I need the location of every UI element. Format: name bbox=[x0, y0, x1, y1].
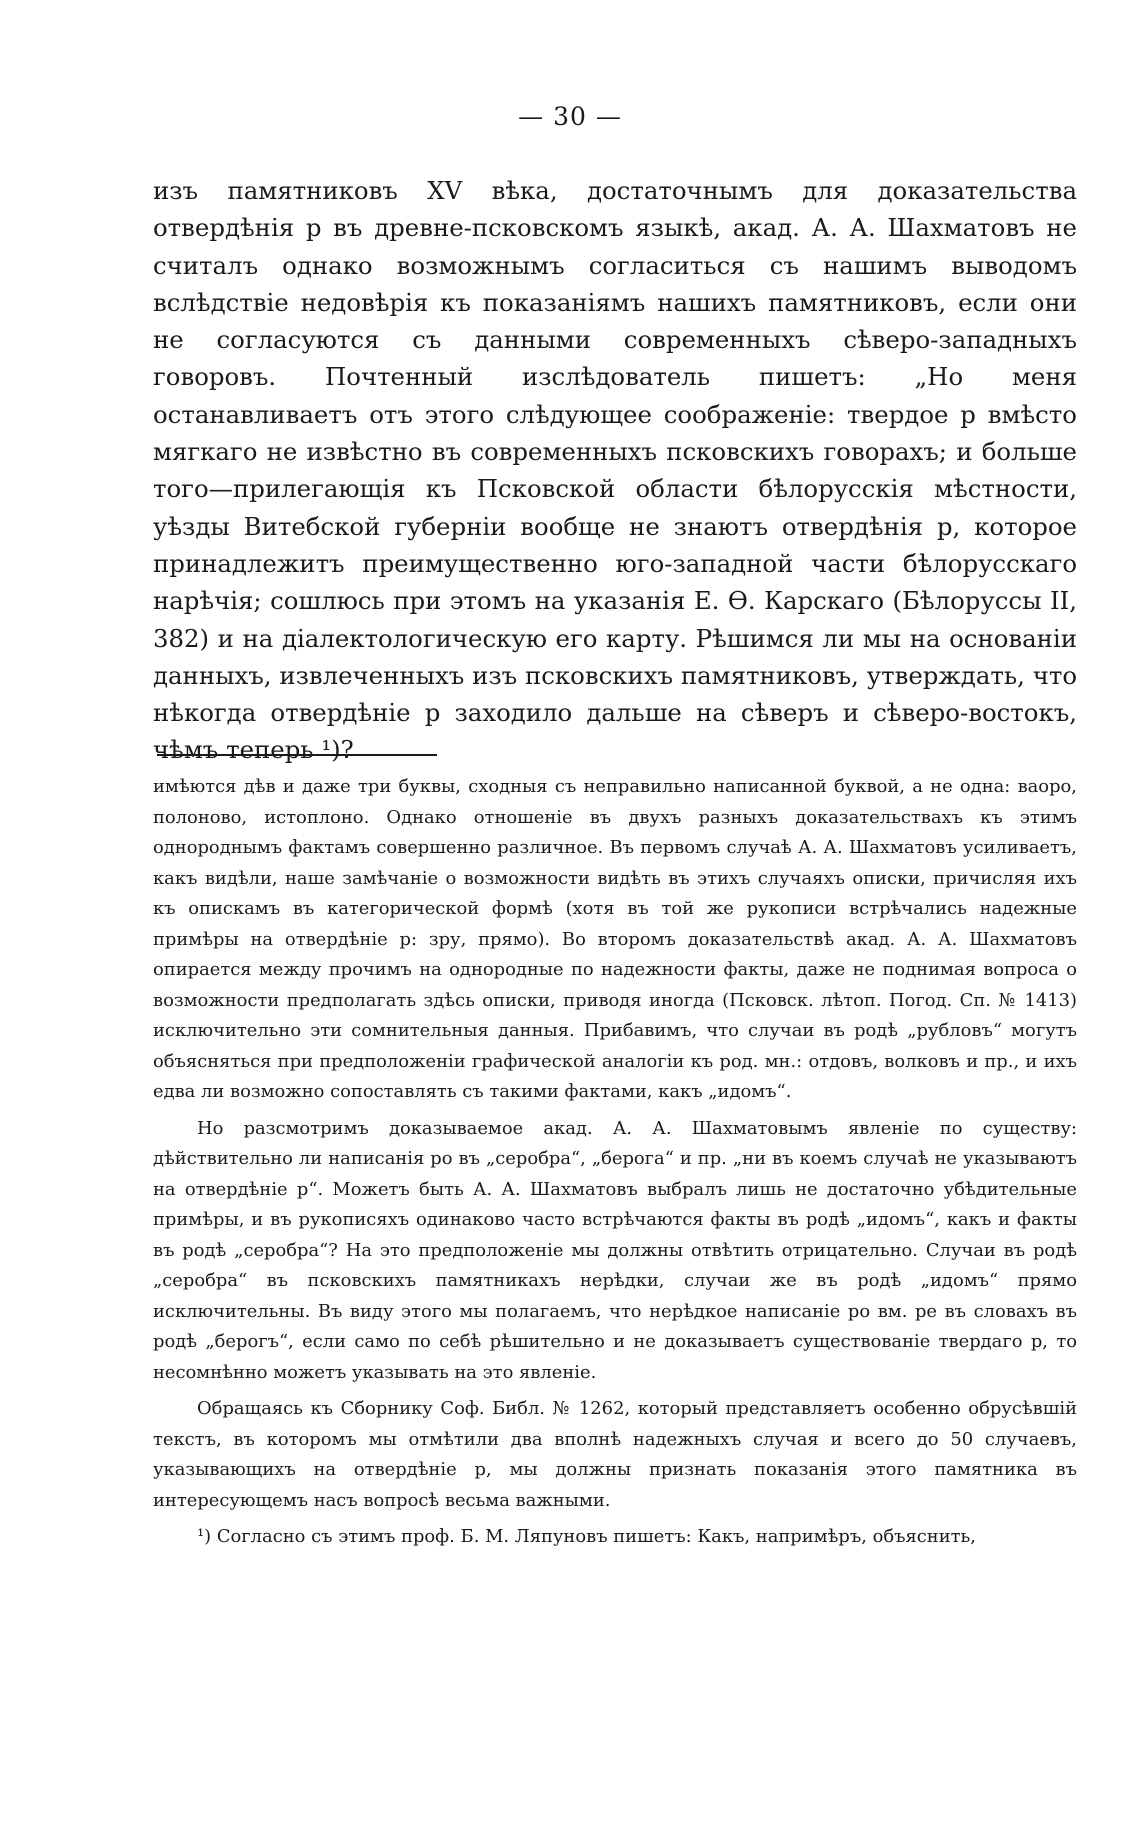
footnote-separator bbox=[157, 754, 437, 756]
page-number: — 30 — bbox=[518, 102, 622, 131]
footnote-continuation: имѣются дѣв и даже три буквы, сходныя съ неправильно написанной буквой, а не одна: ваоро, полоново, истоплоно. Однако отношеніе въ двухъ разныхъ доказательствахъ къ этимъ однороднымъ фактамъ совершенно различное. Въ первомъ случаѣ А. А. Шахматовъ усиливаетъ, какъ видѣли, наше замѣчаніе о возможности видѣть въ этихъ случаяхъ описки, причисляя ихъ къ опискамъ въ категорической формѣ (хотя въ той же рукописи встрѣчались надежные примѣры на отвердѣніе р: зру, прямо). Во второмъ доказательствѣ акад. А. А. Шахматовъ опирается между прочимъ на однородные по надежности факты, даже не поднимая вопроса о возможности предполагать здѣсь описки, приводя иногда (Псковск. лѣтоп. Погод. Сп. № 1413) исключительно эти сомнительныя данныя. Прибавимъ, что случаи въ родѣ „рубловъ“ могутъ объясняться при предположеніи графической аналогіи къ род. мн.: отдовъ, волковъ и пр., и ихъ едва ли возможно сопоставлять съ такими фактами, какъ „идомъ“. bbox=[153, 776, 1077, 1102]
footnote-area bbox=[153, 772, 1077, 1553]
footnote-1: ¹) Согласно съ этимъ проф. Б. М. Ляпуновъ пишетъ: Какъ, напримѣръ, объяснить, bbox=[197, 1526, 976, 1547]
footnote-paragraph-1: Но разсмотримъ доказываемое акад. А. А. Шахматовымъ явленіе по существу: дѣйствительно ли написанія ро въ „серобра“, „берога“ и пр. „ни въ коемъ случаѣ не указываютъ на отвердѣніе р“. Можетъ быть А. А. Шахматовъ выбралъ лишь не достаточно убѣдительные примѣры, и въ рукописяхъ одинаково часто встрѣчаются факты въ родѣ „идомъ“, какъ и факты въ родѣ „серобра“? На это предположеніе мы должны отвѣтить отрицательно. Случаи въ родѣ „серобра“ въ псковскихъ памятникахъ нерѣдки, случаи же въ родѣ „идомъ“ прямо исключительны. Въ виду этого мы полагаемъ, что нерѣдкое написаніе ро вм. ре въ словахъ въ родѣ „берогъ“, если само по себѣ рѣшительно и не доказываетъ существованіе твердаго р, то несомнѣнно можетъ указывать на это явленіе. bbox=[153, 1117, 1077, 1383]
main-body-text: изъ памятниковъ XV вѣка, достаточнымъ для доказательства отвердѣнія р въ древне-псковскомъ языкѣ, акад. А. А. Шахматовъ не считалъ однако возможнымъ согласиться съ нашимъ выводомъ вслѣдствіе недовѣрія къ показаніямъ нашихъ памятниковъ, если они не согласуются съ данными современныхъ сѣверо-западныхъ говоровъ. Почтенный изслѣдователь пишетъ: „Но меня останавливаетъ отъ этого слѣдующее соображеніе: твердое р вмѣсто мягкаго не извѣстно въ современныхъ псковскихъ говорахъ; и больше того—прилегающія къ Псковской области бѣлорусскія мѣстности, уѣзды Витебской губерніи вообще не знаютъ отвердѣнія р, которое принадлежитъ преимущественно юго-западной части бѣлорусскаго нарѣчія; сошлюсь при этомъ на указанія Е. Ѳ. Карскаго (Бѣлоруссы II, 382) и на діалектологическую его карту. Рѣшимся ли мы на основаніи данныхъ, извлеченныхъ изъ псковскихъ памятниковъ, утверждать, что нѣкогда отвердѣніе р заходило дальше на сѣверъ и сѣверо-востокъ, чѣмъ теперь ¹)? bbox=[153, 176, 1077, 765]
footnote-paragraph-2: Обращаясь къ Сборнику Соф. Библ. № 1262, который представляетъ особенно обрусѣвшій текстъ, въ которомъ мы отмѣтили два вполнѣ надежныхъ случая и всего до 50 случаевъ, указывающихъ на отвердѣніе р, мы должны признать показанія этого памятника въ интересующемъ насъ вопросѣ весьма важными. bbox=[153, 1398, 1077, 1511]
